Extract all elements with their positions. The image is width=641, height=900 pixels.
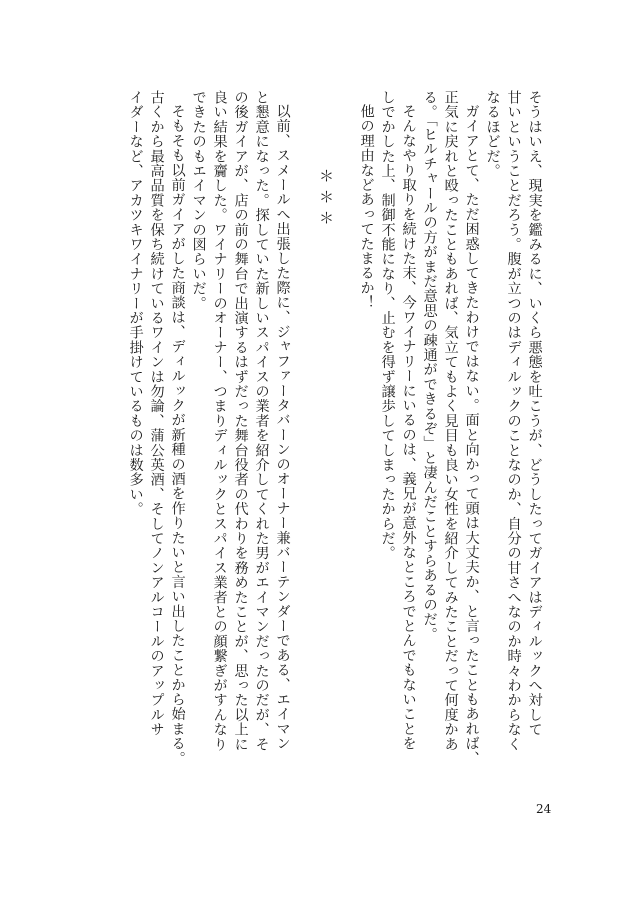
- text-line: 古くから最高品質を保ち続けているワインは勿論、蒲公英酒、そしてノンアルコールのアップルサ: [148, 90, 165, 737]
- text-line: なるほどだ。: [484, 90, 501, 179]
- text-line: そうはいえ、現実を鑑みるに、いくら悪態を吐こうが、どうしたってガイアはディルックへ対して: [526, 90, 543, 737]
- text-line: ガイアとて、ただ困惑してきたわけではない。面と向かって頭は大丈夫か、と言ったこともあれば、: [463, 104, 480, 766]
- scene-break: ＊＊＊: [317, 168, 335, 231]
- text-line: そんなやり取りを続けた末、今ワイナリーにいるのは、義兄が意外なところでとんでもないことを: [400, 104, 417, 751]
- text-line: 他の理由などあってたまるか！: [358, 104, 375, 310]
- text-line: できたのもエイマンの図らいだ。: [190, 90, 207, 311]
- text-line: 甘いということだろう。腹が立つのはディルックのことなのか、自分の甘さへなのか時々わからなく: [505, 90, 522, 752]
- text-line: しでかした上、制御不能になり、止むを得ず譲歩してしまったからだ。: [379, 90, 396, 561]
- text-line: イダーなど、アカツキワイナリーが手掛けているものは数多い。: [127, 90, 144, 517]
- text-line: 正気に戻れと殴ったこともあれば、気立てもよく見目も良い女性を紹介してみたことだって何度かあ: [442, 90, 459, 752]
- page-number: 24: [536, 802, 552, 816]
- text-line: 良い結果を齎した。ワイナリーのオーナー、つまりディルックとスパイス業者との顔繋ぎがすんなり: [211, 90, 228, 752]
- text-line: る。「ヒルチャールの方がまだ意思の疎通ができるぞ」と凄んだことすらあるのだ。: [421, 90, 438, 642]
- text-line: 以前、スメールへ出張した際に、ジャファータバーンのオーナー兼バーテンダーである、エイマン: [274, 104, 291, 751]
- text-line: の後ガイアが、店の前の舞台で出演するはずだった舞台役者の代わりを務めたことが、思った以上に: [232, 90, 249, 752]
- text-line: と懇意になった。探していた新しいスパイスの業者を紹介してくれた男がエイマンだったのだが、そ: [253, 90, 270, 752]
- text-line: そもそも以前ガイアがした商談は、ディルックが新種の酒を作りたいと言い出したことから始まる。: [169, 104, 186, 766]
